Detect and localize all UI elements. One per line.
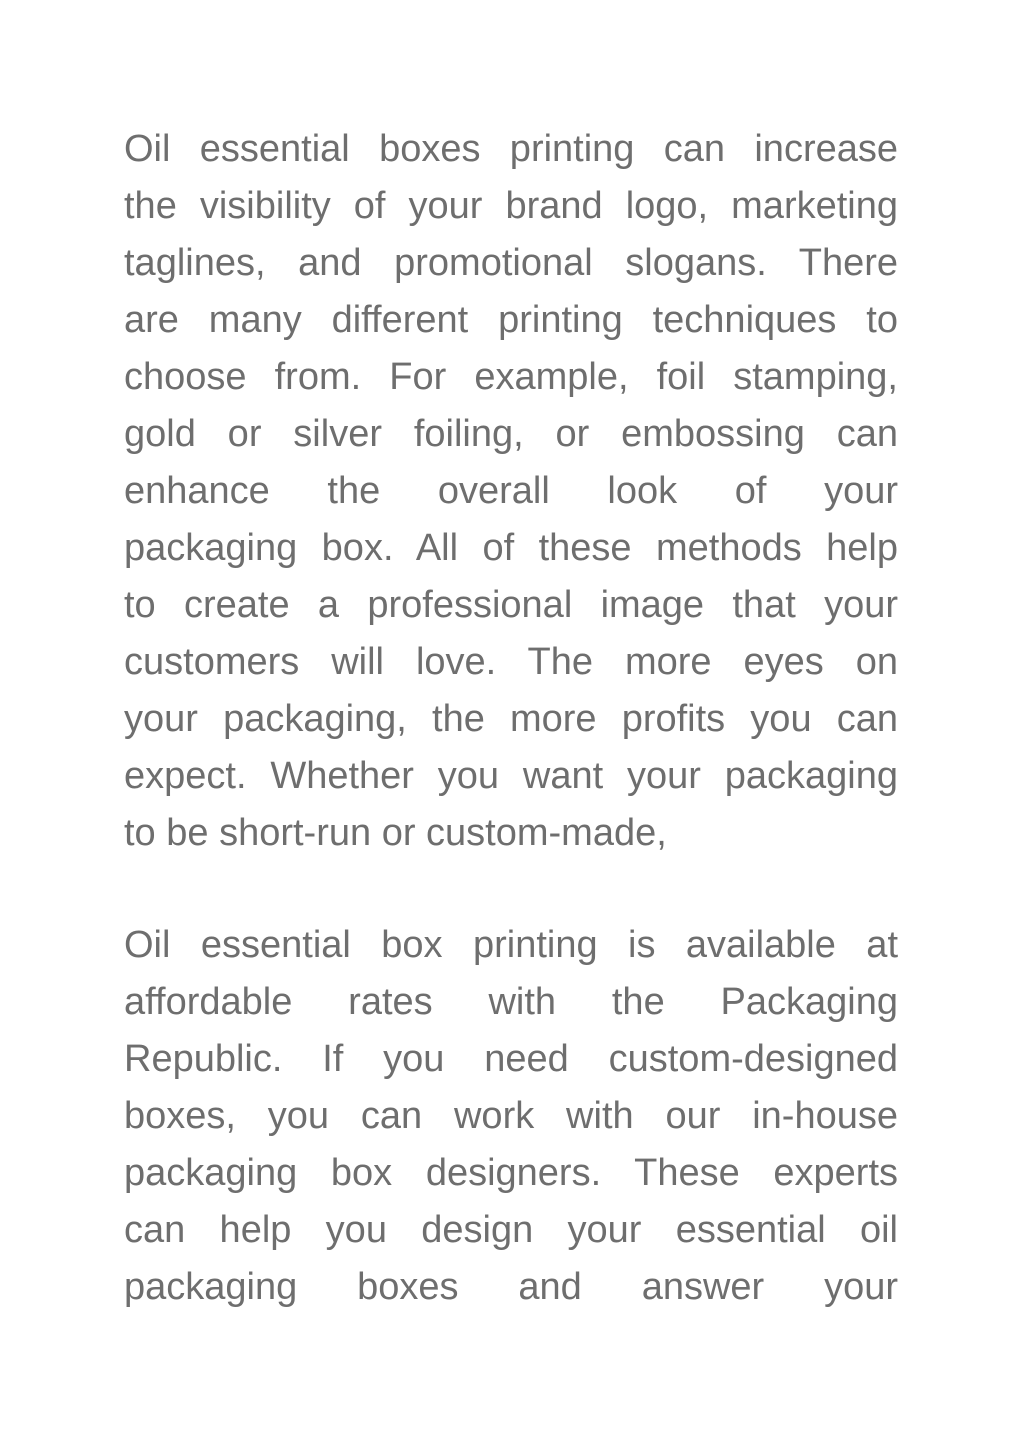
paragraph-line: gold or silver foiling, or embossing can [124,413,898,455]
text-column [124,121,898,1308]
paragraph-line: the visibility of your brand logo, marketing [124,185,898,227]
paragraph-line: Oil essential box printing is available at [124,924,898,966]
paragraph-line: customers will love. The more eyes on [124,641,898,683]
paragraph-line: affordable rates with the Packaging [124,981,898,1023]
paragraph-line: can help you design your essential oil [124,1209,898,1251]
paragraph-line: choose from. For example, foil stamping, [124,356,898,398]
paragraph-line: expect. Whether you want your packaging [124,755,898,797]
paragraph-line: packaging box. All of these methods help [124,527,898,569]
paragraph-line: Republic. If you need custom-designed [124,1038,898,1080]
paragraph-line: are many different printing techniques to [124,299,898,341]
paragraph-1 [124,121,898,862]
paragraph-line: taglines, and promotional slogans. There [124,242,898,284]
paragraph-line: Oil essential boxes printing can increase [124,128,898,170]
paragraph-line: to be short-run or custom-made, [124,812,667,854]
paragraph-line: enhance the overall look of your [124,470,898,512]
paragraph-line: packaging boxes and answer your [124,1266,898,1308]
paragraph-line: to create a professional image that your [124,584,898,626]
paragraph-line: packaging box designers. These experts [124,1152,898,1194]
paragraph-line: your packaging, the more profits you can [124,698,898,740]
paragraph-2 [124,917,898,1316]
paragraph-line: boxes, you can work with our in-house [124,1095,898,1137]
